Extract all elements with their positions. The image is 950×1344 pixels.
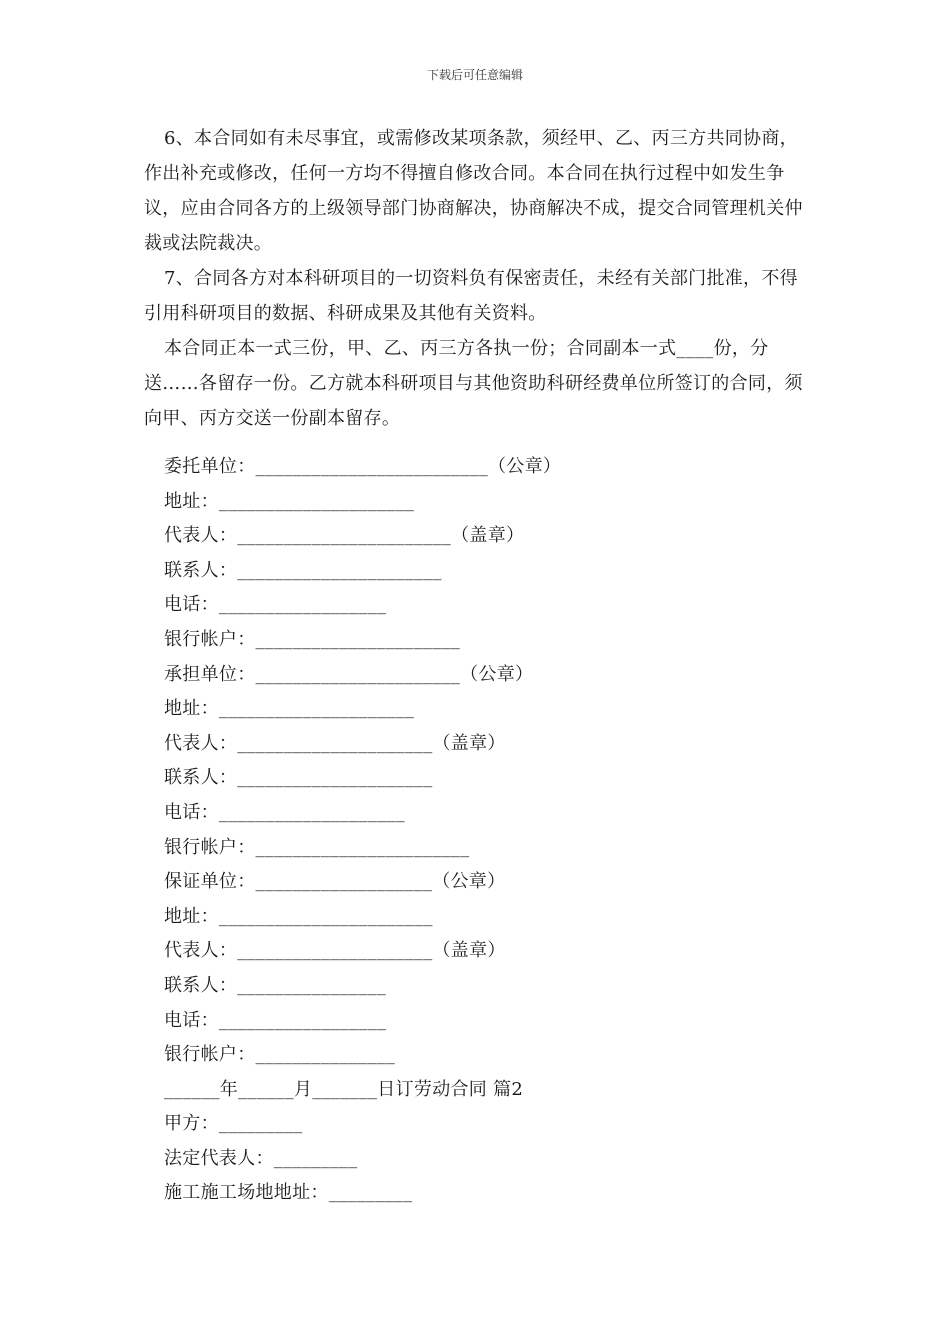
client-representative-field: 代表人：_______________________（盖章） (164, 525, 525, 547)
client-address-field: 地址：_____________________ (164, 490, 415, 512)
guarantor-contact-field: 联系人：________________ (164, 974, 386, 996)
clause-7: 7、合同各方对本科研项目的一切资料负有保密责任，未经有关部门批准，不得引用科研项目的数据、科研成果及其他有关资料。 (144, 268, 798, 324)
contractor-unit-field: 承担单位：______________________（公章） (164, 663, 534, 685)
signature-fields (164, 450, 814, 1211)
client-unit-field: 委托单位：_________________________（公章） (164, 456, 562, 477)
guarantor-bank-account-field: 银行帐户：_______________ (164, 1044, 395, 1066)
clause-6: 6、本合同如有未尽事宜，或需修改某项条款，须经甲、乙、丙三方共同协商，作出补充或修改，任何一方均不得擅自修改合同。本合同在执行过程中如发生争议，应由合同各方的上级领导部门协商解决，协商解决不成，提交合同管理机关仲裁或法院裁决。 (144, 128, 803, 254)
party-a-field: 甲方：_________ (164, 1113, 303, 1135)
guarantor-unit-field: 保证单位：___________________（公章） (164, 871, 506, 893)
client-bank-account-field: 银行帐户：______________________ (164, 628, 461, 650)
client-phone-field: 电话：__________________ (164, 594, 387, 616)
legal-representative-field: 法定代表人：_________ (164, 1147, 358, 1169)
guarantor-phone-field: 电话：__________________ (164, 1009, 387, 1031)
guarantor-representative-field: 代表人：_____________________（盖章） (164, 940, 506, 962)
guarantor-address-field: 地址：_______________________ (164, 905, 433, 927)
page-header: 下载后可任意编辑 (426, 68, 523, 82)
contract-body (144, 121, 816, 436)
date-title-line: ______年______月_______日订劳动合同 篇2 (164, 1078, 524, 1100)
client-contact-field: 联系人：______________________ (164, 559, 442, 581)
contractor-representative-field: 代表人：_____________________（盖章） (164, 732, 506, 754)
copies-clause: 本合同正本一式三份，甲、乙、丙三方各执一份；合同副本一式____份，分送……各留存一份。乙方就本科研项目与其他资助科研经费单位所签订的合同，须向甲、丙方交送一份副本留存。 (144, 338, 803, 429)
contractor-bank-account-field: 银行帐户：_______________________ (164, 836, 470, 858)
site-address-field: 施工施工场地地址：_________ (164, 1182, 413, 1204)
contractor-phone-field: 电话：____________________ (164, 801, 405, 823)
contractor-contact-field: 联系人：_____________________ (164, 767, 433, 789)
contractor-address-field: 地址：_____________________ (164, 698, 415, 720)
